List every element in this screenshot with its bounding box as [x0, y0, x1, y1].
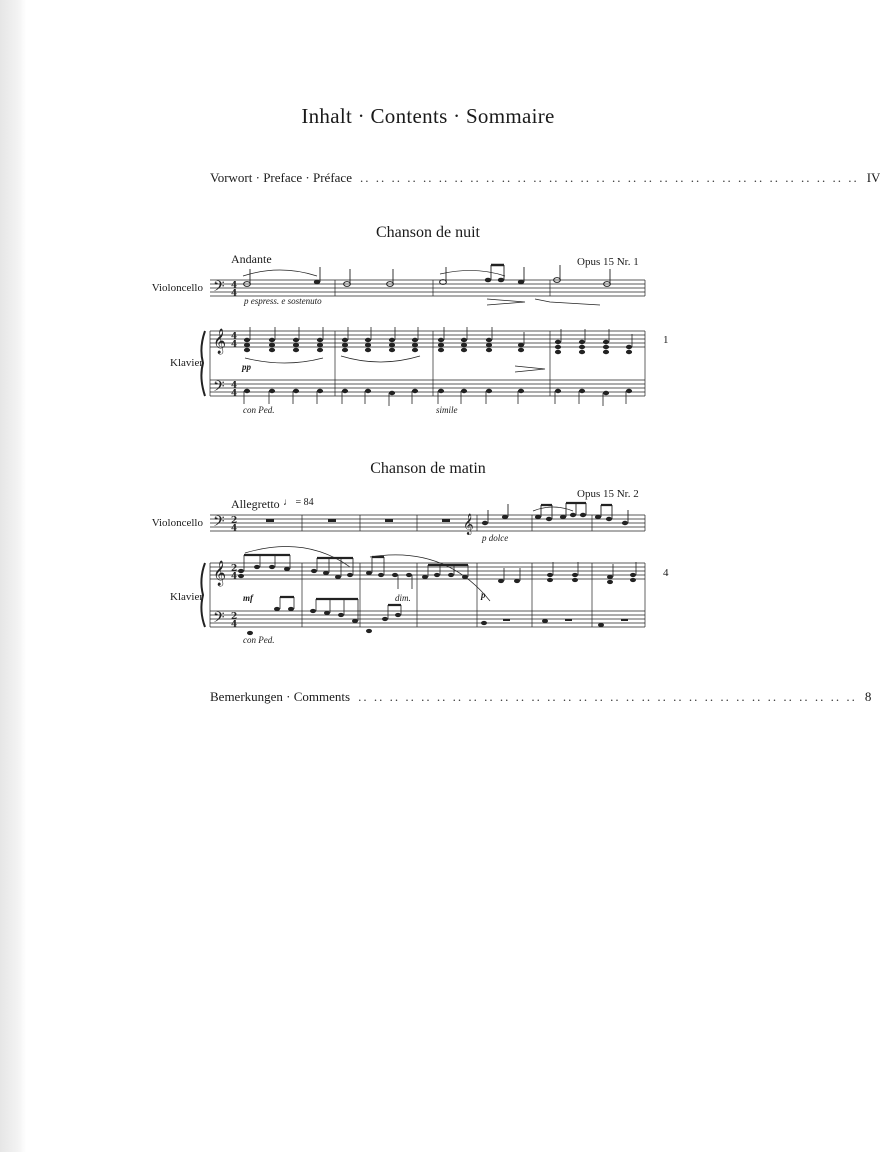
music-incipit-1 [205, 270, 650, 405]
svg-text:2: 2 [231, 612, 238, 622]
svg-text:𝄢: 𝄢 [213, 278, 225, 299]
svg-text:4: 4 [231, 620, 238, 630]
instrument-label-cello-1: Violoncello [151, 282, 203, 294]
svg-text:4: 4 [231, 389, 238, 399]
expression-p-dolce: p dolce [482, 533, 509, 543]
svg-text:4: 4 [231, 332, 238, 342]
expression-marking: p espress. e sostenuto [244, 296, 322, 306]
svg-text:𝄢: 𝄢 [213, 609, 225, 630]
dynamic-mf: mf [243, 593, 253, 603]
piece-title-1: Chanson de nuit [376, 224, 480, 241]
opus-number-1: Opus 15 Nr. 1 [577, 256, 639, 268]
piece-title-2: Chanson de matin [370, 460, 486, 477]
opus-number-2: Opus 15 Nr. 2 [577, 488, 639, 500]
incipit-page-number-2[interactable]: 4 [663, 567, 669, 579]
toc-label: Vorwort · Preface · Préface [210, 170, 352, 185]
pedal-marking-1: con Ped. [243, 405, 275, 415]
toc-page-number: 8 [864, 689, 872, 704]
svg-text:4: 4 [231, 281, 238, 291]
incipit-page-number-1[interactable]: 1 [663, 334, 669, 346]
tempo-marking-1: Andante [231, 252, 272, 266]
svg-text:𝄞: 𝄞 [463, 514, 474, 535]
dynamic-p: p [481, 590, 486, 600]
tempo-marking-2: Allegretto [231, 497, 280, 511]
pedal-marking-2: con Ped. [243, 635, 275, 645]
svg-text:4: 4 [231, 289, 238, 299]
simile-marking: simile [436, 405, 458, 415]
toc-label: Bemerkungen · Comments [210, 689, 351, 704]
instrument-label-cello-2: Violoncello [151, 517, 203, 529]
instrument-label-piano-2: Klavier [170, 591, 203, 603]
svg-text:𝄞: 𝄞 [213, 329, 227, 354]
toc-entry-preface[interactable] [210, 170, 880, 186]
toc-leader-dots: .. .. .. .. .. .. .. .. .. .. .. .. .. .. .. .. .. .. .. .. .. .. .. .. .. .. .. .. .. .. .. .. [359, 170, 859, 185]
svg-text:𝄢: 𝄢 [213, 378, 225, 399]
svg-text:2: 2 [231, 516, 238, 526]
svg-text:𝄢: 𝄢 [213, 513, 225, 534]
dim-marking: dim. [395, 593, 411, 603]
svg-text:4: 4 [231, 340, 238, 350]
svg-text:2: 2 [231, 564, 238, 574]
svg-text:4: 4 [231, 572, 238, 582]
dynamic-pp: pp [242, 362, 251, 372]
svg-text:4: 4 [231, 524, 238, 534]
page-title: Inhalt · Contents · Sommaire [301, 104, 555, 128]
svg-text:𝄞: 𝄞 [213, 561, 227, 586]
toc-leader-dots: .. .. .. .. .. .. .. .. .. .. .. .. .. .. .. .. .. .. .. .. .. .. .. .. .. .. .. .. .. .. .. .. [358, 689, 857, 704]
metronome-marking: ♩ = 84 [283, 497, 314, 508]
instrument-label-piano-1: Klavier [170, 357, 203, 369]
music-incipit-2 [205, 505, 650, 635]
toc-entry-comments[interactable] [210, 689, 872, 705]
svg-text:4: 4 [231, 381, 238, 391]
toc-page-number: IV [866, 170, 880, 185]
page-edge-shadow [0, 0, 26, 1152]
